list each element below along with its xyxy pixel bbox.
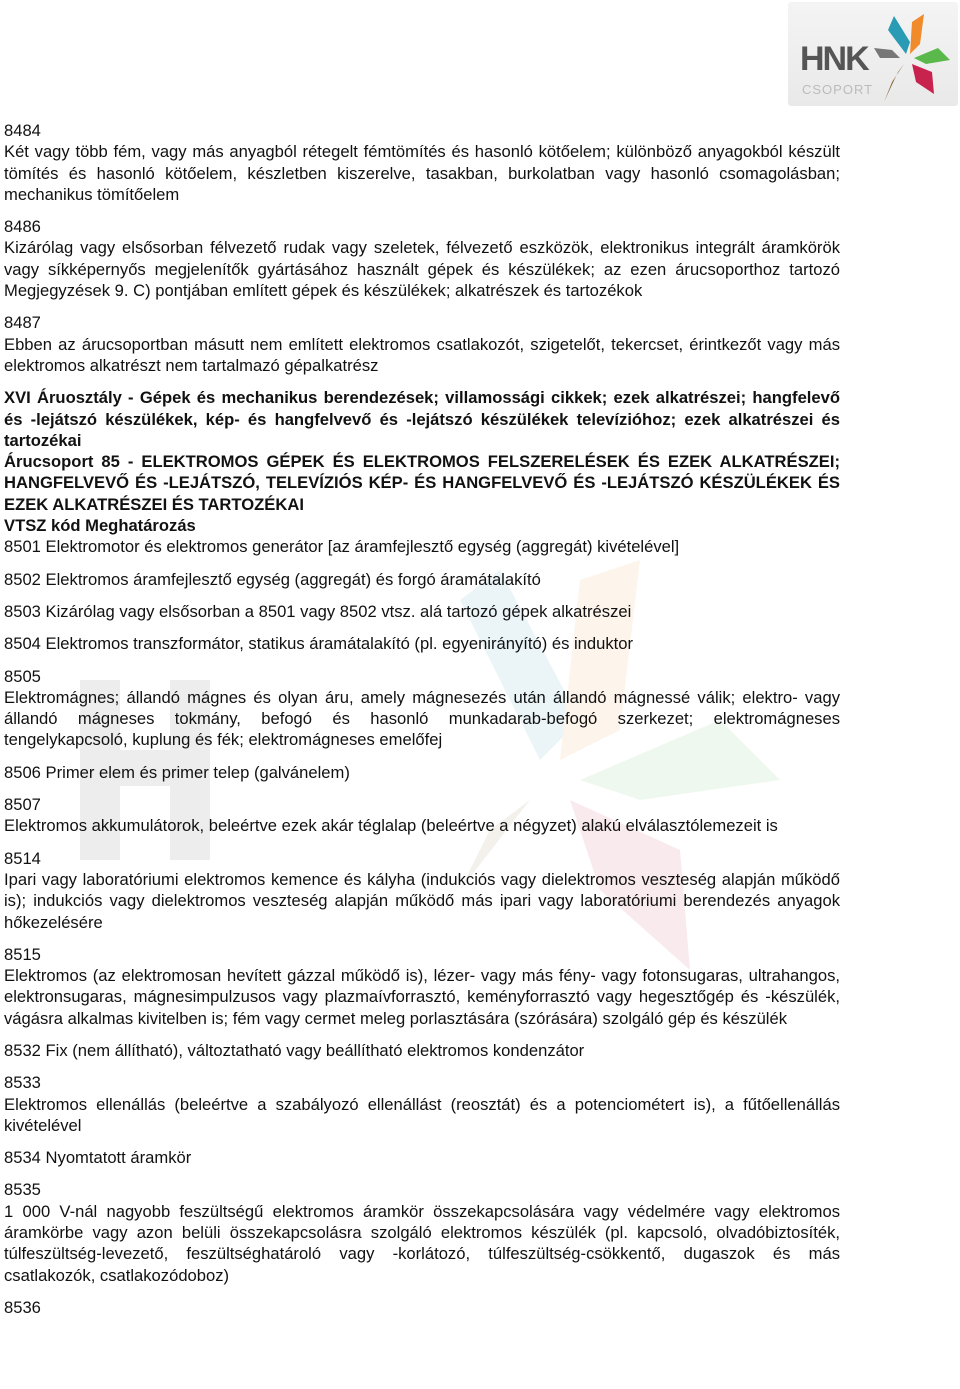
tariff-description: Primer elem és primer telep (galvánelem): [45, 762, 350, 782]
tariff-code: 8514: [4, 848, 41, 868]
tariff-code: 8535: [4, 1180, 41, 1200]
tariff-entry-8505: [4, 666, 840, 751]
tariff-description: Elektromos akkumulátorok, beleértve ezek akár téglalap (beleértve a négyzet) alakú elválasztólemezeit is: [4, 816, 778, 836]
tariff-entry-8502: [4, 569, 840, 590]
tariff-description: Elektromos transzformátor, statikus áramátalakító (pl. egyenirányító) és induktor: [45, 634, 634, 654]
tariff-entry-8484: [4, 120, 840, 205]
tariff-code: 8505: [4, 666, 41, 686]
tariff-code: 8501: [4, 537, 41, 557]
tariff-code: 8484: [4, 121, 41, 140]
tariff-entry-8535: [4, 1179, 840, 1285]
tariff-description: Elektromágnes; állandó mágnes és olyan áru, amely mágnesezés után állandó mágnessé válik; elektro- vagy állandó mágneses tokmány, befogó és hasonló munkadarab-befogó szerkezet; elektromágneses tengelykapcsoló, kuplung és fék; elektromágneses emelőfej: [4, 687, 840, 750]
tariff-code: 8507: [4, 795, 41, 815]
class-title: XVI Áruosztály - Gépek és mechanikus berendezések; villamossági cikkek; ezek alkatrészei; hangfelevő és -lejátszó készülékek, kép- és hangfelvevő és -lejátszó készülékek televízióhoz; ezek alkatrészei és tartozékai: [4, 388, 840, 450]
tariff-entry-8487: [4, 312, 840, 376]
tariff-code: 8515: [4, 944, 41, 964]
tariff-code: 8487: [4, 313, 41, 333]
tariff-code: 8536: [4, 1297, 41, 1317]
tariff-entry-8532: [4, 1040, 840, 1061]
tariff-description: Elektromos áramfejlesztő egység (aggregát) és forgó áramátalakító: [45, 569, 541, 589]
tariff-code: 8504: [4, 634, 41, 654]
tariff-description: Kizárólag vagy elsősorban a 8501 vagy 8502 vtsz. alá tartozó gépek alkatrészei: [45, 601, 632, 621]
tariff-description: Ebben az árucsoportban másutt nem említett elektromos csatlakozót, szigetelőt, tekercset, érintkezőt vagy más elektromos alkatrészt nem tartalmazó gépalkatrész: [4, 334, 840, 375]
tariff-entry-8514: [4, 848, 840, 933]
tariff-description: 1 000 V-nál nagyobb feszültségű elektromos áramkör összekapcsolására vagy védelmére vagy elektromos áramkörbe vagy azon belüli összekapcsolásra szolgáló elektromos készülék (pl. kapcsoló, olvadóbiztosíték, túlfeszültség-levezető, feszültséghatároló vagy -korlátozó, túlfeszültség-csökkentő, dugaszok és más csatlakozók, csatlakozódoboz): [4, 1201, 840, 1285]
tariff-code: 8486: [4, 217, 41, 237]
section-header: [4, 387, 840, 536]
logo-brand: HNK: [800, 40, 868, 78]
tariff-entry-8534: [4, 1147, 840, 1168]
tariff-code: 8503: [4, 601, 41, 621]
group-title: Árucsoport 85 - ELEKTROMOS GÉPEK ÉS ELEKTROMOS FELSZERELÉSEK ÉS EZEK ALKATRÉSZEI; HANGFELVEVŐ ÉS -LEJÁTSZÓ, TELEVÍZIÓS KÉP- ÉS HANGFELVEVŐ ÉS -LEJÁTSZÓ KÉSZÜLÉKEK ÉS EZEK ALKATRÉSZEI ÉS TARTOZÉKAI: [4, 452, 840, 514]
tariff-description: Kizárólag vagy elsősorban félvezető rudak vagy szeletek, félvezető eszközök, elektronikus integrált áramkörök vagy síkképernyős megjelenítők gyártásához használt gépek és készülékek; az ezen árucsoporthoz tartozó Megjegyzések 9. C) pontjában említett gépek és készülékek; alkatrészek és tartozékok: [4, 238, 840, 301]
tariff-entry-8503: [4, 601, 840, 622]
tariff-entry-8515: [4, 944, 840, 1029]
document-body: [4, 120, 840, 1329]
tariff-entry-8486: [4, 216, 840, 301]
tariff-entry-8501: [4, 536, 840, 557]
tariff-description: Két vagy több fém, vagy más anyagból rétegelt fémtömítés és hasonló kötőelem; különböző anyagokból készült tömítés és hasonló kötőelem, készletben kiszerelve, tasakban, burkolatban vagy hasonló csomagolásban; mechanikus tömítőelem: [4, 142, 840, 204]
tariff-description: Elektromotor és elektromos generátor [az áramfejlesztő egység (aggregát) kivételével]: [45, 537, 680, 557]
tariff-description: Nyomtatott áramkör: [45, 1148, 192, 1168]
column-header: VTSZ kód Meghatározás: [4, 516, 196, 536]
tariff-entry-8504: [4, 633, 840, 654]
tariff-entry-8536: [4, 1297, 840, 1318]
tariff-description: Elektromos (az elektromosan hevített gázzal működő is), lézer- vagy más fény- vagy fotonsugaras, ultrahangos, elektronsugaras, mágnesimpulzusos vagy plazmaívforrasztó, keményforrasztó vagy hegesztőgép és -készülék, vágásra alkalmas kivitelben is; fém vagy cermet meleg porlasztására (szórására) szolgáló gép és készülék: [4, 966, 840, 1028]
tariff-code: 8502: [4, 569, 41, 589]
tariff-entry-8533: [4, 1072, 840, 1136]
tariff-description: Elektromos ellenállás (beleértve a szabályozó ellenállást (reosztát) és a potenciométert is), a fűtőellenállás kivételével: [4, 1094, 840, 1135]
hnk-logo: [788, 2, 958, 106]
tariff-entry-8507: [4, 794, 840, 837]
tariff-code: 8532: [4, 1040, 41, 1060]
logo-sub: CSOPORT: [802, 82, 874, 97]
tariff-description: Fix (nem állítható), változtatható vagy beállítható elektromos kondenzátor: [45, 1040, 585, 1060]
tariff-code: 8506: [4, 762, 41, 782]
tariff-code: 8533: [4, 1073, 41, 1093]
tariff-code: 8534: [4, 1148, 41, 1168]
tariff-description: Ipari vagy laboratóriumi elektromos kemence és kályha (indukciós vagy dielektromos veszteség alapján működő is); indukciós vagy dielektromos veszteség alapján működő más ipari vagy laboratóriumi berendezés anyagok hőkezelésére: [4, 869, 840, 932]
tariff-entry-8506: [4, 762, 840, 783]
